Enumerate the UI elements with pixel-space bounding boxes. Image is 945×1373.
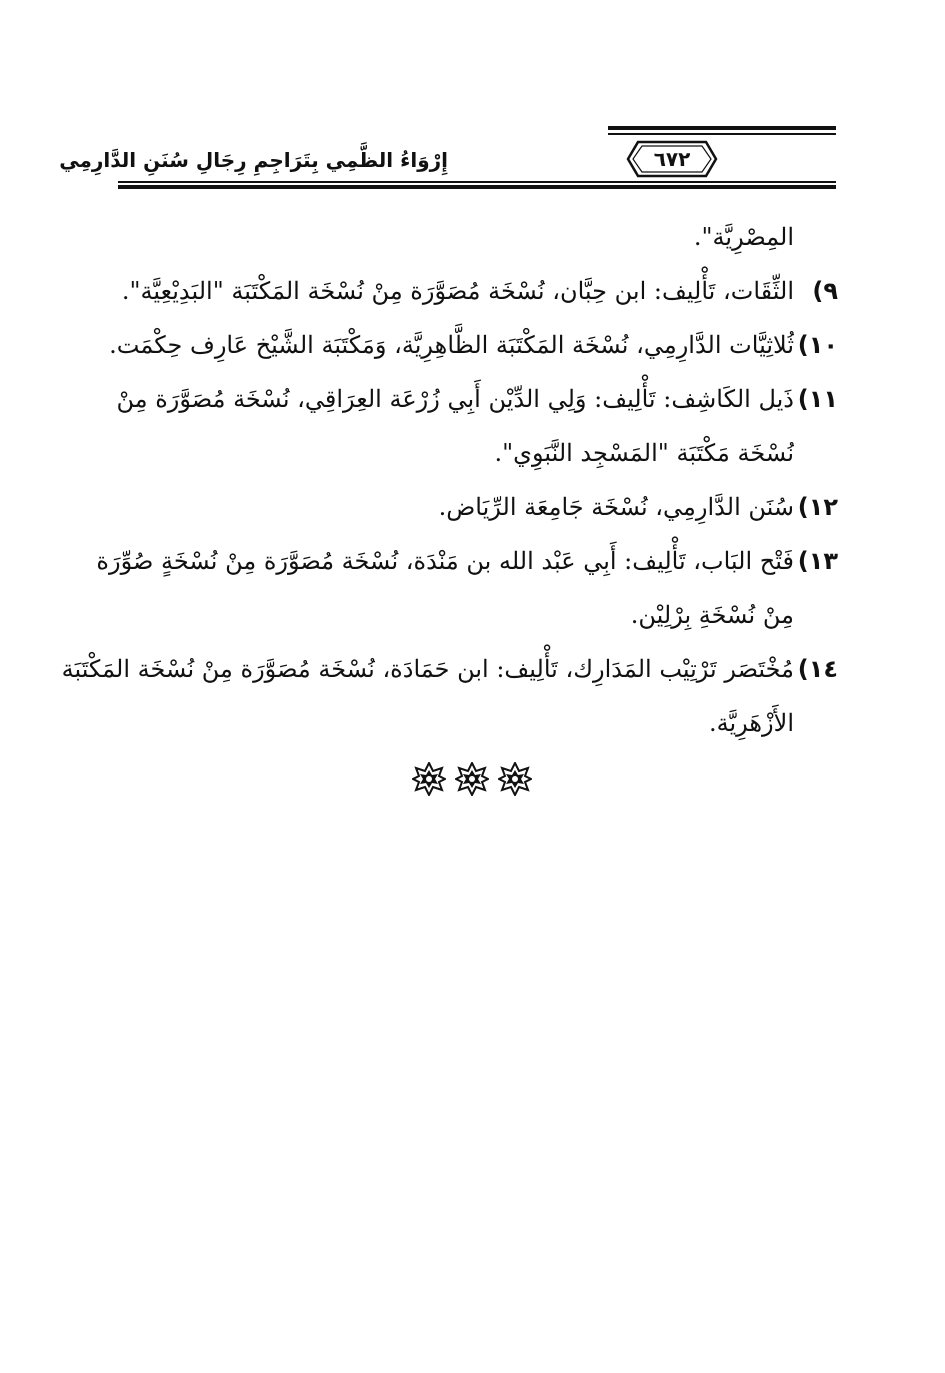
- list-item: [109, 318, 838, 372]
- entry-body: [96, 534, 794, 642]
- page-content: [61, 210, 838, 750]
- entry-number: ١٣): [797, 547, 838, 575]
- ornament-star-icon: [498, 762, 532, 796]
- entry-line: الأَزْهَرِيَّة.: [708, 709, 794, 737]
- entry-number: ١٢): [797, 493, 838, 521]
- entry-number: ١٤): [797, 655, 838, 683]
- entry-line: مِنْ نُسْخَةِ بِرْلِيْن.: [630, 601, 794, 629]
- header-rule-bottom-thin: [118, 181, 836, 183]
- entry-body: [62, 642, 794, 750]
- list-item: [116, 372, 838, 480]
- list-item: [96, 534, 838, 642]
- section-end-ornament: [412, 762, 532, 796]
- entry-body: [122, 264, 794, 318]
- entry-body: [122, 480, 794, 534]
- list-item: [61, 642, 838, 750]
- entry-line: فَتْح البَاب، تَأْلِيف: أَبِي عَبْد الله بن مَنْدَة، نُسْخَة مُصَوَّرَة مِنْ نُسْخَةٍ صُوِّرَة: [96, 547, 794, 575]
- entry-body: [116, 372, 794, 480]
- entry-line: ذَيل الكَاشِف: تَأْلِيف: وَلِي الدِّيْن أَبِي زُرْعَة العِرَاقِي، نُسْخَة مُصَوَّرَة مِنْ: [116, 385, 794, 413]
- entry-line: سُنَن الدَّارِمِي، نُسْخَة جَامِعَة الرِّيَاض.: [438, 493, 794, 521]
- page-header: [59, 118, 836, 198]
- entry-line: الثِّقَات، تَأْلِيف: ابن حِبَّان، نُسْخَة مُصَوَّرَة مِنْ نُسْخَة المَكْتَبَة "البَدِيْعِيَّة".: [121, 277, 794, 305]
- header-rule-top-thick: [608, 126, 836, 130]
- page-number: ٦٧٢: [653, 147, 691, 171]
- ornament-star-icon: [455, 762, 489, 796]
- list-item: [122, 264, 838, 318]
- entry-number: ١١): [797, 385, 838, 413]
- entry-number: ١٠): [797, 331, 838, 359]
- entry-line: مُخْتَصَر تَرْتِيْب المَدَارِك، تَأْلِيف: ابن حَمَادَة، نُسْخَة مُصَوَّرَة مِنْ نُسْخَة المَكْتَبَة: [61, 655, 794, 683]
- list-item: [122, 480, 838, 534]
- header-rule-top-thin: [608, 133, 836, 135]
- running-title: إِرْوَاءُ الظَّمِي بِتَرَاجِمِ رِجَالِ سُنَنِ الدَّارِمِي: [59, 148, 448, 172]
- entry-line: نُسْخَة مَكْتَبَة "المَسْجِد النَّبَوِي".: [494, 439, 794, 467]
- ornament-star-icon: [412, 762, 446, 796]
- entry-number: ٩): [812, 277, 838, 305]
- intro-line: المِصْرِيَّة".: [693, 223, 794, 251]
- entry-body: [109, 318, 794, 372]
- header-rule-bottom-thick: [118, 185, 836, 189]
- page-number-frame: [626, 140, 718, 178]
- entry-line: ثُلاثِيَّات الدَّارِمِي، نُسْخَة المَكْتَبَة الظَّاهِرِيَّة، وَمَكْتَبَة الشَّيْخ عَارِف حِكْمَت.: [109, 331, 794, 359]
